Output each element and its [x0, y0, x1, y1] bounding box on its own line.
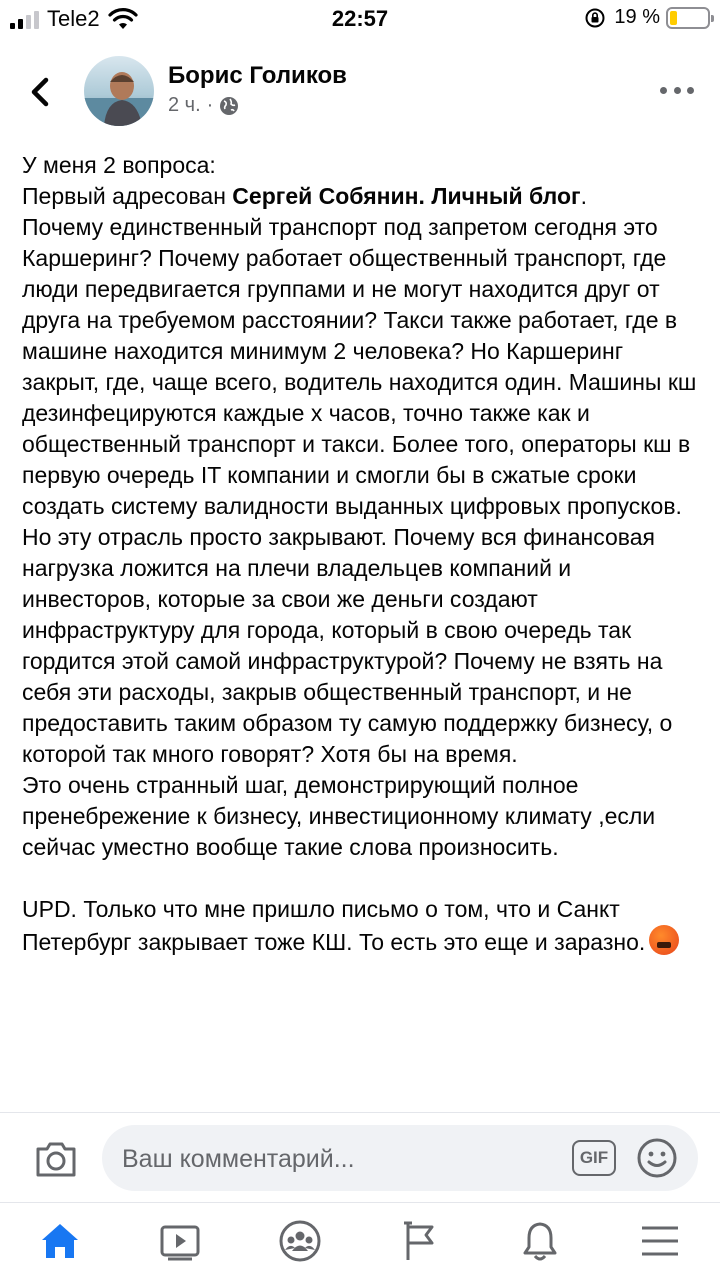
post-paragraph	[22, 894, 702, 958]
battery-icon	[666, 7, 710, 29]
author-name[interactable]: Борис Голиков	[168, 62, 347, 89]
groups-icon	[278, 1219, 322, 1263]
nav-groups[interactable]	[276, 1219, 324, 1263]
post-paragraph	[22, 181, 702, 212]
post-text-segment: .	[580, 183, 587, 209]
post-paragraph	[22, 150, 702, 181]
post-paragraph	[22, 212, 702, 770]
post-text	[22, 150, 702, 958]
mention-link[interactable]: Сергей Собянин. Личный блог	[232, 183, 581, 209]
bottom-navigation	[0, 1202, 720, 1280]
post-text-segment: Это очень странный шаг, демонстрирующий полное пренебрежение к бизнесу, инвестиционному климату ,если сейчас уместно вообще такие слова произносить.	[22, 772, 656, 860]
status-time: 22:57	[331, 6, 389, 31]
dot-icon	[687, 87, 694, 94]
menu-icon	[638, 1219, 682, 1263]
comment-bar	[0, 1112, 720, 1202]
bell-icon	[518, 1219, 562, 1263]
status-bar	[0, 0, 720, 40]
nav-pages[interactable]	[396, 1219, 444, 1263]
globe-icon	[219, 96, 239, 116]
back-button[interactable]	[20, 72, 60, 112]
post-text-segment: Почему единственный транспорт под запретом сегодня это Каршеринг? Почему работает общественный транспорт, где люди передвигается группами и не могут находится друг от друга на требуемом расстоянии? Такси также работает, где в машине находится минимум 2 человека? Но Каршеринг закрыт, где, чаще всего, водитель находится один. Машины кш дезинфецируются каждые х часов, точно также как и общественный транспорт и такси. Более того, операторы кш в первую очередь IT компании и смогли бы в сжатые сроки создать систему валидности выданных цифровых пропусков. Но эту отрасль просто закрывают. Почему вся финансовая нагрузка ложится на плечи владельцев компаний и инвесторов, которые за свои же деньги создают инфраструктуру для города, который в свою очередь так гордится этой самой инфраструктурой? Почему не взять на себя эти расходы, закрыв общественный транспорт, и не предоставить таким образом ту самую поддержку бизнесу, о которой так много говорят? Хотя бы на время.	[22, 214, 697, 767]
emoji-button[interactable]	[636, 1137, 678, 1179]
comment-placeholder: Ваш комментарий...	[122, 1145, 355, 1173]
status-right	[584, 6, 710, 29]
flag-icon	[398, 1219, 442, 1263]
video-icon	[158, 1219, 202, 1263]
camera-button[interactable]	[34, 1139, 78, 1179]
chevron-left-icon	[28, 74, 52, 110]
nav-menu[interactable]	[636, 1219, 684, 1263]
carrier-name: Tele2	[47, 6, 100, 31]
more-options-button[interactable]	[660, 80, 694, 100]
avatar-photo	[84, 56, 154, 126]
paragraph-spacer	[22, 863, 702, 894]
smiley-icon	[636, 1137, 678, 1179]
post-text-segment: UPD. Только что мне пришло письмо о том, что и Санкт Петербург закрывает тоже КШ. То есть это еще и заразно.	[22, 896, 646, 955]
angry-face-emoji-icon	[649, 925, 679, 955]
nav-watch[interactable]	[156, 1219, 204, 1263]
post-paragraph	[22, 770, 702, 863]
battery-percent: 19 %	[614, 6, 660, 28]
post-text-segment: У меня 2 вопроса:	[22, 152, 216, 178]
meta-separator: ·	[206, 94, 214, 116]
nav-notifications[interactable]	[516, 1219, 564, 1263]
camera-icon	[34, 1139, 78, 1179]
post-text-segment: Первый адресован	[22, 183, 233, 209]
post-header	[0, 50, 720, 140]
home-icon	[38, 1219, 82, 1263]
orientation-lock-icon	[584, 7, 606, 29]
battery-level-fill	[670, 11, 677, 25]
dot-icon	[660, 87, 667, 94]
author-avatar[interactable]	[84, 56, 154, 126]
post-time[interactable]: 2 ч.	[168, 94, 201, 116]
gif-button[interactable]: GIF	[572, 1140, 616, 1176]
dot-icon	[674, 87, 681, 94]
nav-home[interactable]	[36, 1219, 84, 1263]
post-meta	[168, 94, 239, 117]
